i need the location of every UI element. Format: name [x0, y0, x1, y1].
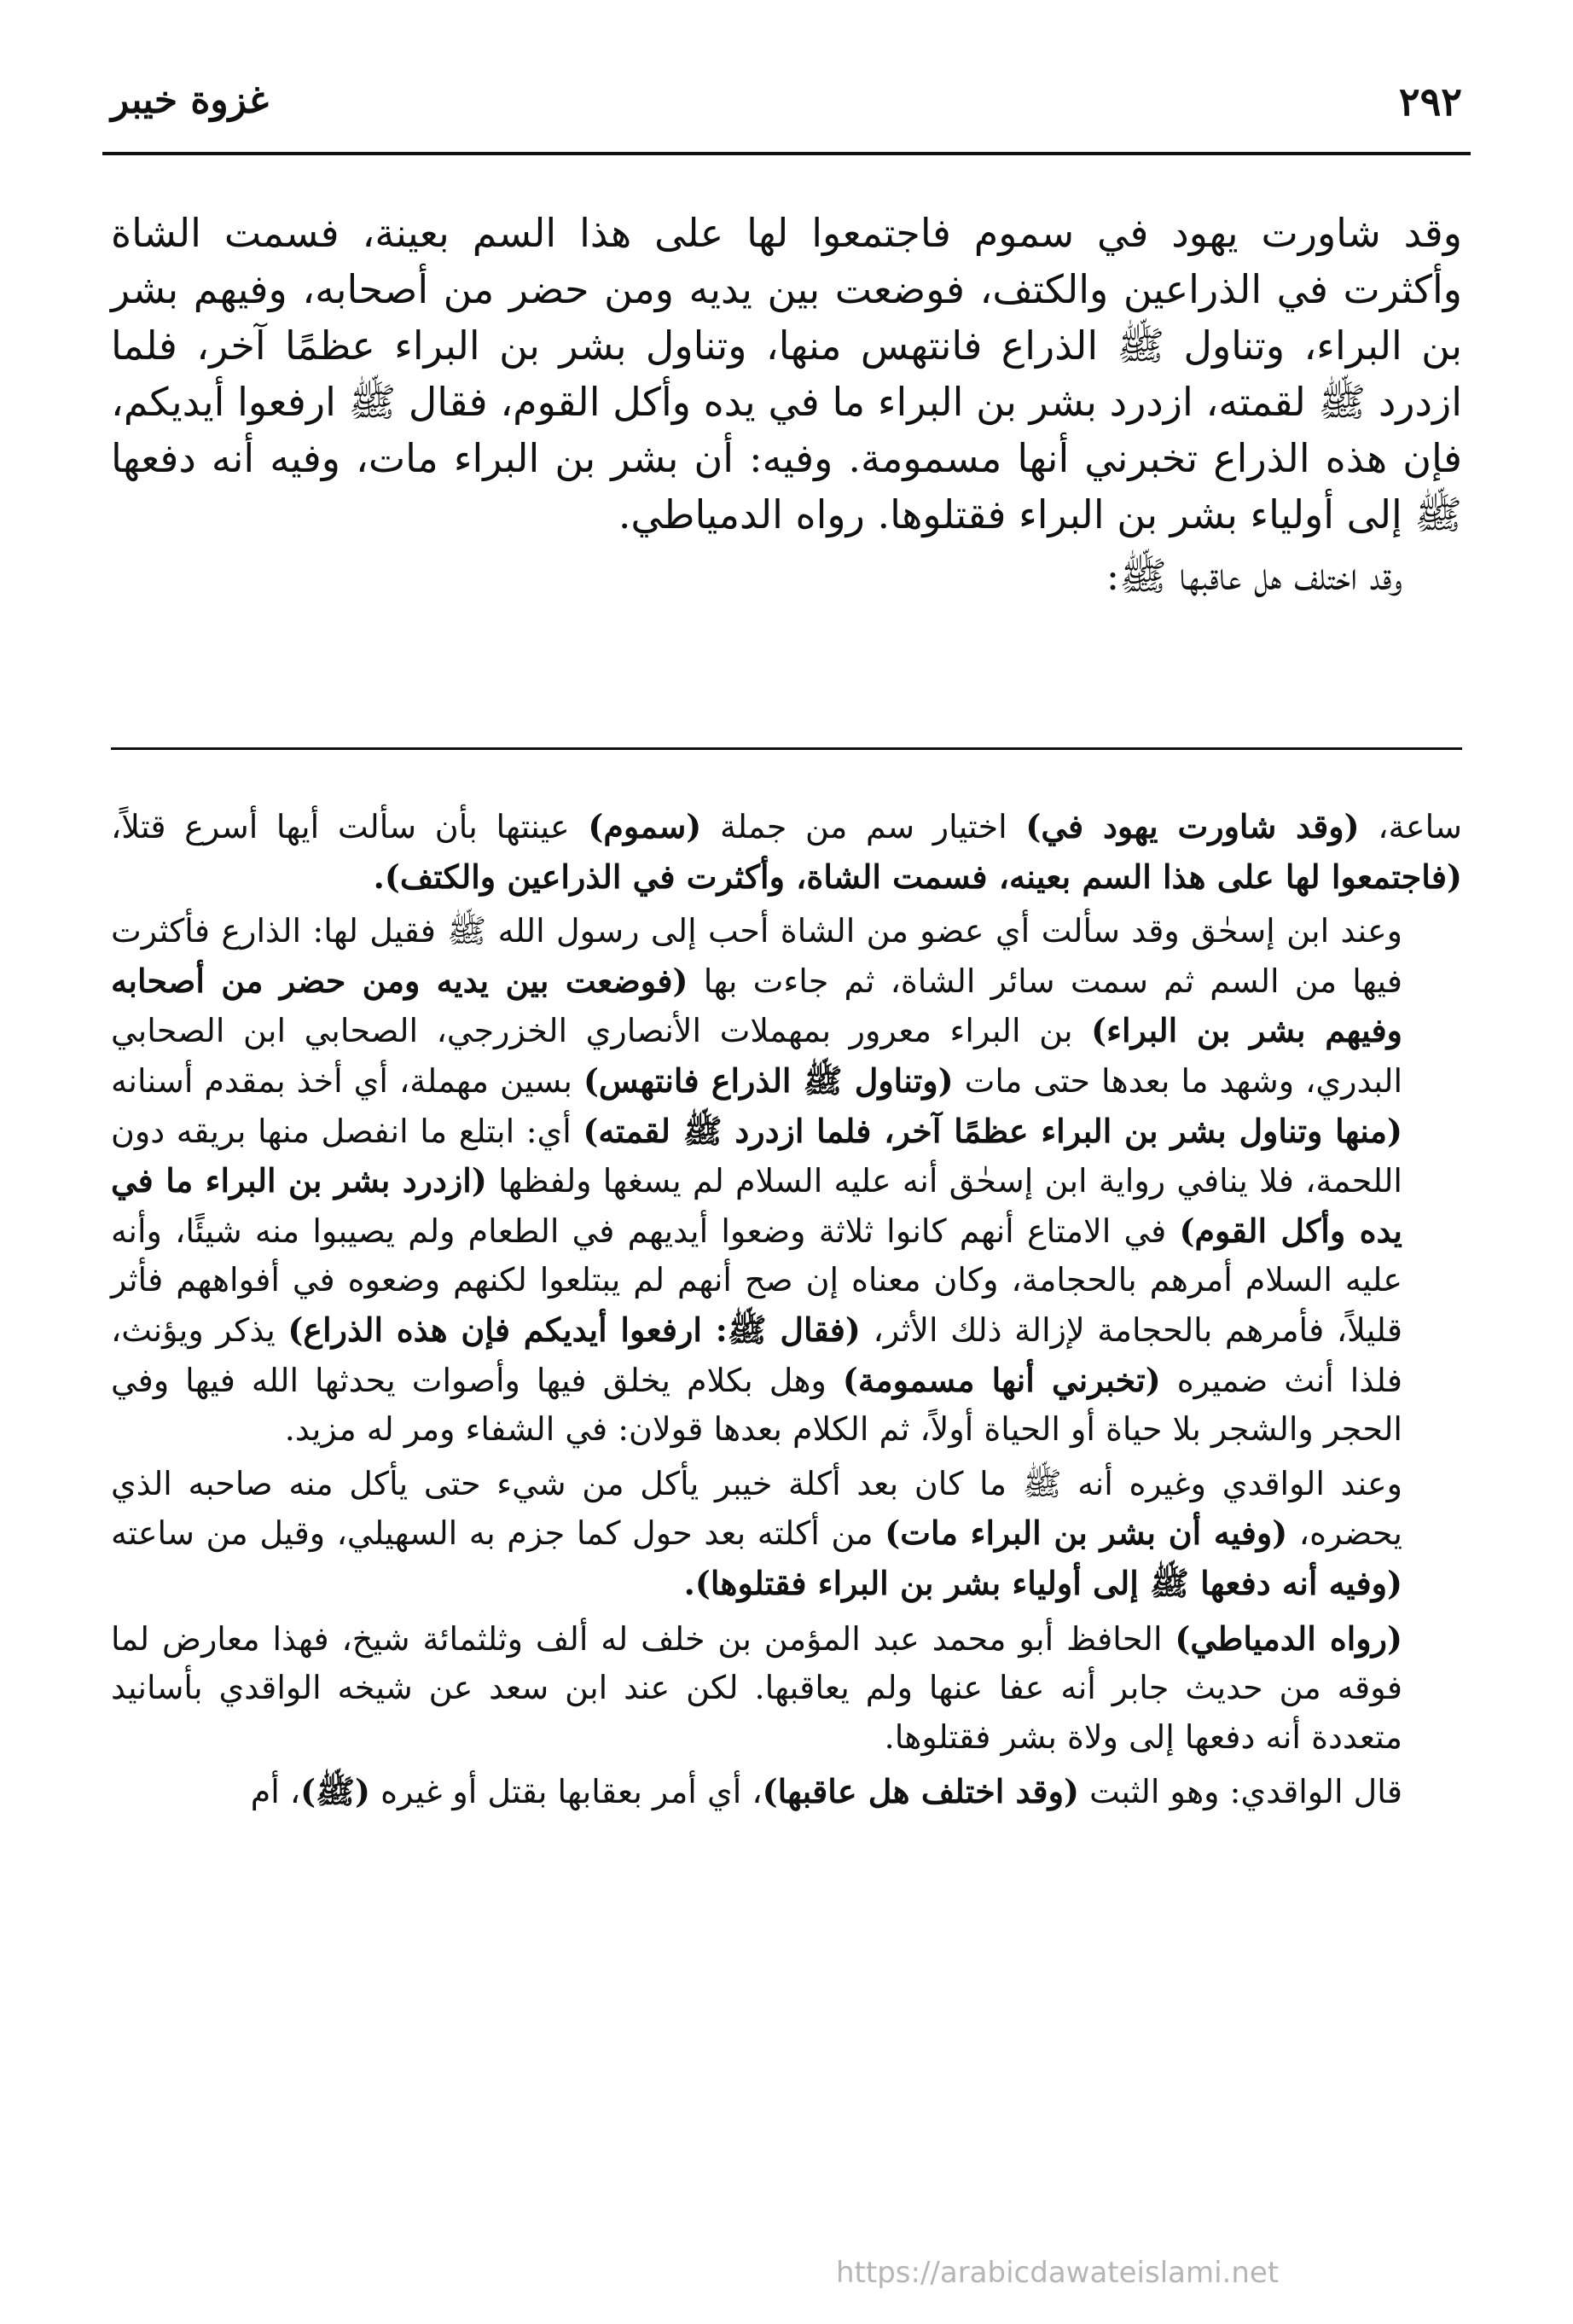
quoted-text: (سموم)	[588, 807, 702, 845]
commentary-text: يذكر ويؤنث، فلذا أنث ضميره	[111, 1310, 1403, 1399]
commentary-text: قال الواقدي: وهو الثبت	[1078, 1773, 1402, 1811]
main-paragraph: وقد شاورت يهود في سموم فاجتمعوا لها على هذا السم بعينة، فسمت الشاة وأكثرت في الذراعين والكتف، فوضعت بين يديه ومن حضر من أصحابه، وفيهم بشر بن البراء، وتناول ﷺ الذراع فانتهس منها، وتناول بشر بن البراء عظمًا آخر، فلما ازدرد ﷺ لقمته، ازدرد بشر بن البراء ما في يده وأكل القوم، فقال ﷺ ارفعوا أيديكم، فإن هذه الذراع تخبرني أنها مسمومة. وفيه: أن بشر بن البراء مات، وفيه أنه دفعها ﷺ إلى أولياء بشر بن البراء فقتلوها. رواه الدمياطي.	[111, 210, 1462, 537]
quoted-text: (وقد اختلف هل عاقبها)	[762, 1772, 1079, 1811]
quoted-text: (رواه الدمياطي)	[1175, 1618, 1402, 1658]
watermark-url: https://arabicdawateislami.net	[836, 2256, 1280, 2290]
quoted-text: (فوضعت بين يديه ومن حضر من أصحابه وفيهم بشر بن البراء)	[111, 961, 1402, 1050]
commentary-text: ساعة،	[1359, 808, 1463, 845]
commentary-paragraph	[111, 907, 1462, 1455]
commentary-text: وعند الواقدي وغيره أنه ﷺ ما كان بعد أكلة خيبر يأكل من شيء حتى يأكل منه صاحبه الذي يحضره،	[111, 1464, 1402, 1553]
quoted-text: (وقد شاورت يهود في)	[1025, 807, 1360, 845]
commentary-text: من أكلته بعد حول كما جزم به السهيلي، وقيل من ساعته	[111, 1514, 885, 1553]
running-title: غزوة خيبر	[111, 78, 269, 122]
commentary-paragraph	[111, 1460, 1462, 1609]
commentary-paragraph	[111, 802, 1462, 902]
main-text	[111, 205, 1462, 604]
quoted-text: (ﷺ)	[300, 1772, 371, 1811]
quoted-text: (منها وتناول بشر بن البراء عظمًا آخر، فلما ازدرد ﷺ لقمته)	[583, 1111, 1402, 1150]
quoted-text: (ازدرد بشر بن البراء ما في يده وأكل القوم)	[111, 1161, 1402, 1250]
commentary	[111, 802, 1462, 1822]
quoted-text: (فاجتمعوا لها على هذا السم بعينه، فسمت الشاة، وأكثرت في الذراعين والكتف).	[373, 857, 1462, 896]
commentary-text: أي: ابتلع ما انفصل منها بريقه دون اللحمة، فلا ينافي رواية ابن إسحٰق أنه عليه السلام لم يسغها ولفظها	[111, 1112, 1402, 1200]
quoted-text: (وتناول ﷺ الذراع فانتهس)	[583, 1060, 954, 1100]
commentary-text: عينتها بأن سألت أيها أسرع قتلاً،	[111, 808, 589, 845]
commentary-paragraph	[111, 1614, 1462, 1763]
commentary-text: وهل بكلام يخلق فيها وأصوات يحدثها الله فيها وفي الحجر والشجر بلا حياة أو الحياة أولاً، ثم الكلام بعدها قولان: في الشفاء ومر له مزيد.	[111, 1361, 1402, 1449]
page-header	[102, 78, 1471, 138]
page-number: ٢٩٢	[1398, 78, 1462, 125]
text-commentary-divider	[111, 747, 1462, 750]
commentary-text: بسين مهملة، أي أخذ بمقدم أسنانه	[111, 1061, 583, 1100]
main-paragraph-closing: وقد اختلف هل عاقبها ﷺ:	[1106, 553, 1402, 599]
quoted-text: (تخبرني أنها مسمومة)	[842, 1360, 1161, 1399]
quoted-text: (وفيه أنه دفعها ﷺ إلى أولياء بشر بن البراء فقتلوها).	[683, 1563, 1402, 1602]
commentary-text: وعند ابن إسحٰق وقد سألت أي عضو من الشاة أحب إلى رسول الله ﷺ فقيل لها: الذارع فأكثرت فيها من السم ثم سمت سائر الشاة، ثم جاءت بها	[111, 912, 1402, 1000]
commentary-text: في الامتاع أنهم كانوا ثلاثة وضعوا أيديهم في الطعام ولم يصيبوا منه شيئًا، وأنه عليه السلام أمرهم بالحجامة، وكان معناه إن صح أنهم لم يبتلعوا لكنهم وضعوه في أفواههم فأثر قليلاً، فأمرهم بالحجامة لإزالة ذلك الأثر،	[111, 1211, 1403, 1349]
header-rule	[102, 152, 1471, 155]
commentary-text: ، أم	[250, 1773, 301, 1811]
commentary-paragraph	[111, 1767, 1462, 1817]
commentary-text: الحافظ أبو محمد عبد المؤمن بن خلف له ألف وثلثمائة شيخ، فهذا معارض لما فوقه من حديث جابر أنه عفا عنها ولم يعاقبها. لكن عند ابن سعد عن شيخه الواقدي بأسانيد متعددة أنه دفعها إلى ولاة بشر فقتلوها.	[111, 1619, 1402, 1756]
commentary-text: ، أي أمر بعقابها بقتل أو غيره	[370, 1773, 763, 1811]
quoted-text: (وفيه أن بشر بن البراء مات)	[885, 1514, 1288, 1553]
commentary-text: بن البراء معرور بمهملات الأنصاري الخزرجي، الصحابي ابن الصحابي البدري، وشهد ما بعدها حتى مات	[111, 1012, 1403, 1100]
commentary-text: اختيار سم من جملة	[701, 808, 1026, 845]
quoted-text: (فقال ﷺ: ارفعوا أيديكم فإن هذه الذراع)	[287, 1310, 861, 1349]
